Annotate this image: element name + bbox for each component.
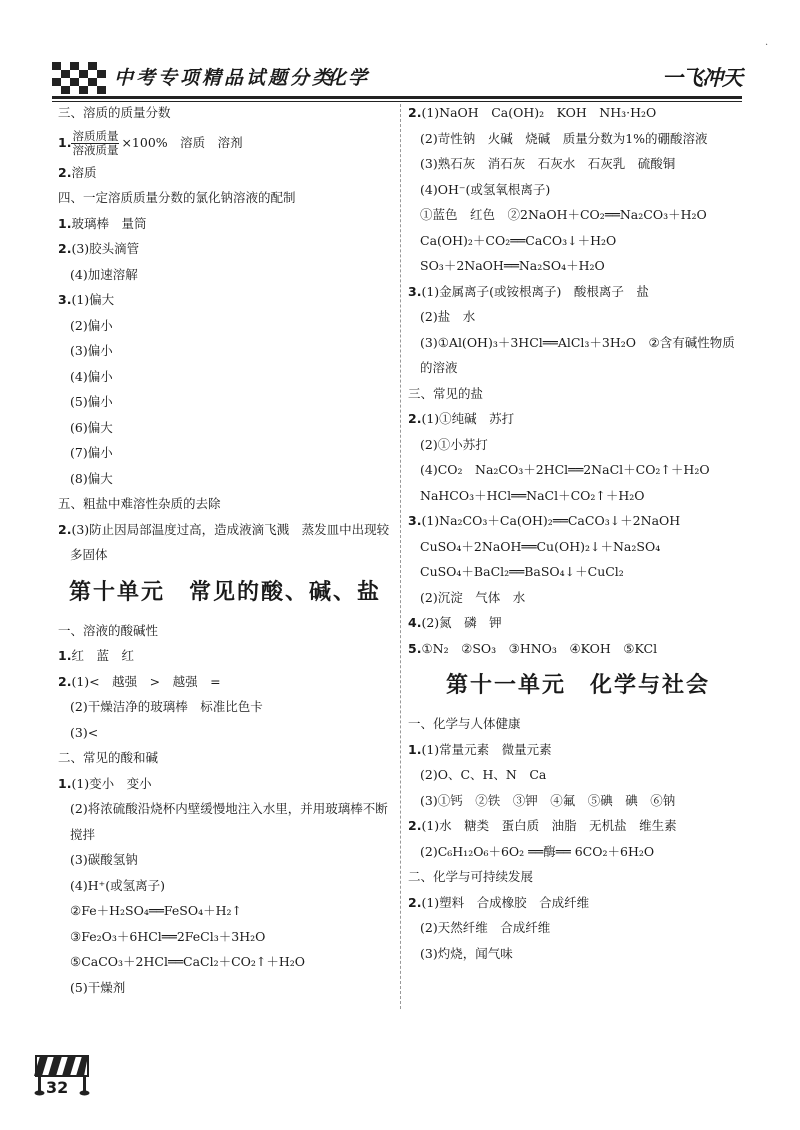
answer-line: (3)<: [70, 724, 99, 740]
fraction-numerator: 溶质质量: [72, 128, 119, 143]
item-number: 2.: [408, 894, 422, 910]
answer-line: (3)①Al(OH)₃＋3HCl══AlCl₃＋3H₂O ②含有碱性物质: [420, 334, 735, 350]
item-number: 3.: [408, 513, 422, 528]
answer-line: CuSO₄＋BaCl₂══BaSO₄↓＋CuCl₂: [420, 564, 624, 579]
answer-item: [408, 610, 748, 636]
section-heading: 二、常见的酸和碱: [58, 750, 159, 765]
answer-line: 多固体: [70, 547, 108, 562]
answer-line: (4)H⁺(或氢离子): [70, 877, 165, 893]
checker-cell: [88, 62, 97, 70]
answer-item: [58, 771, 392, 797]
item-number: 1.: [58, 134, 72, 150]
answer-line: (8)偏大: [70, 470, 113, 486]
answer-item: [58, 126, 392, 160]
checker-cell: [79, 78, 88, 86]
answer-line: (2)①小苏打: [420, 436, 488, 452]
answer-line: ⑤CaCO₃＋2HCl══CaCl₂＋CO₂↑＋H₂O: [70, 954, 306, 969]
checker-cell: [61, 62, 70, 70]
answer-line: 的溶液: [420, 360, 458, 375]
section-heading: 三、常见的盐: [408, 385, 484, 401]
item-text: (2)氮 磷 钾: [421, 615, 502, 630]
answer-item: [58, 669, 392, 695]
checker-cell: [97, 78, 106, 86]
answer-line: (2)将浓硫酸沿烧杯内壁缓慢地注入水里，并用玻璃棒不断: [70, 801, 388, 816]
answer-line: (7)偏小: [70, 445, 113, 460]
checker-cell: [52, 78, 61, 86]
answer-item: [408, 890, 748, 916]
item-text: (1)变小 变小: [71, 775, 152, 791]
checker-cell: [70, 70, 79, 78]
answer-line: (3)熟石灰 消石灰 石灰水 石灰乳 硫酸铜: [420, 156, 676, 171]
right-column: [408, 100, 748, 966]
answer-item: [58, 517, 392, 543]
answer-item: [408, 406, 748, 432]
left-column: [58, 100, 392, 1000]
checker-cell: [88, 70, 97, 78]
item-text: (1)Na₂CO₃＋Ca(OH)₂══CaCO₃↓＋2NaOH: [421, 513, 681, 528]
item-number: 4.: [408, 615, 422, 630]
checker-cell: [61, 86, 70, 94]
answer-line: CuSO₄＋2NaOH══Cu(OH)₂↓＋Na₂SO₄: [420, 538, 661, 554]
answer-item: [58, 236, 392, 262]
item-number: 2.: [408, 105, 422, 120]
answer-line: (2)偏小: [70, 317, 113, 333]
checker-cell: [79, 70, 88, 78]
item-text: (1)NaOH Ca(OH)₂ KOH NH₃·H₂O: [421, 105, 657, 120]
answer-item: [58, 287, 392, 313]
item-number: 1.: [58, 215, 72, 231]
item-number: 2.: [58, 673, 72, 689]
checker-cell: [61, 78, 70, 86]
answer-item: [408, 508, 748, 534]
item-text: (1)金属离子(或铵根离子) 酸根离子 盐: [421, 283, 649, 299]
item-text: 溶质: [71, 164, 97, 180]
header-title: 中考专项精品试题分类: [114, 67, 335, 89]
answer-line: (2)干燥洁净的玻璃棒 标准比色卡: [70, 699, 263, 714]
header-subject: 化学: [327, 67, 370, 89]
checker-cell: [97, 62, 106, 70]
item-text: 红 蓝 红: [71, 648, 134, 663]
unit-title: 第十一单元 化学与社会: [445, 673, 710, 698]
section-heading: 一、溶液的酸碱性: [58, 622, 159, 638]
fraction: [71, 130, 119, 157]
answer-line: (5)干燥剂: [70, 979, 126, 995]
answer-line: (4)OH⁻(或氢氧根离子): [420, 181, 551, 197]
answer-line: (4)偏小: [70, 368, 113, 384]
checker-cell: [52, 62, 61, 70]
answer-line: SO₃＋2NaOH══Na₂SO₄＋H₂O: [420, 258, 605, 273]
checker-cell: [70, 78, 79, 86]
item-text: (1)塑料 合成橡胶 合成纤维: [421, 894, 590, 910]
answer-line: 搅拌: [70, 826, 96, 842]
answer-line: (4)CO₂ Na₂CO₃＋2HCl══2NaCl＋CO₂↑＋H₂O: [420, 462, 710, 477]
answer-line: (2)天然纤维 合成纤维: [420, 920, 551, 935]
item-number: 1.: [58, 775, 72, 791]
item-text: (1)水 糖类 蛋白质 油脂 无机盐 维生素: [421, 818, 677, 833]
answer-item: [58, 643, 392, 669]
item-text: (1)常量元素 微量元素: [421, 741, 552, 757]
answer-item: [58, 160, 392, 186]
item-number: 5.: [408, 640, 422, 656]
item-text: (1)偏大: [71, 292, 115, 307]
answer-line: (2)苛性钠 火碱 烧碱 质量分数为1%的硼酸溶液: [420, 130, 708, 146]
answer-line: Ca(OH)₂＋CO₂══CaCO₃↓＋H₂O: [420, 232, 617, 248]
section-heading: 五、粗盐中难溶性杂质的去除: [58, 496, 221, 511]
answer-item: [408, 813, 748, 839]
checker-cell: [52, 86, 61, 94]
item-text: (3)防止因局部温度过高，造成液滴飞溅 蒸发皿中出现较: [71, 521, 390, 537]
answer-line: ①蓝色 红色 ②2NaOH＋CO₂══Na₂CO₃＋H₂O: [420, 207, 707, 222]
answer-line: (2)C₆H₁₂O₆＋6O₂ ══酶══ 6CO₂＋6H₂O: [420, 843, 655, 859]
answer-line: (2)盐 水: [420, 309, 476, 324]
item-number: 3.: [58, 292, 72, 307]
checker-cell: [97, 70, 106, 78]
answer-line: ②Fe＋H₂SO₄══FeSO₄＋H₂↑: [70, 903, 242, 918]
section-heading: 二、化学与可持续发展: [408, 869, 534, 884]
checker-cell: [70, 86, 79, 94]
checker-cell: [88, 78, 97, 86]
answer-line: (3)①钙 ②铁 ③钾 ④氟 ⑤碘 碘 ⑥钠: [420, 792, 676, 808]
item-text: ①N₂ ②SO₃ ③HNO₃ ④KOH ⑤KCl: [421, 640, 658, 656]
checker-cell: [61, 70, 70, 78]
item-text: (3)胶头滴管: [71, 241, 140, 256]
item-text: 玻璃棒 量筒: [71, 215, 147, 231]
answer-line: (5)偏小: [70, 394, 113, 409]
answer-line: (3)碳酸氢钠: [70, 852, 138, 867]
answer-line: (4)加速溶解: [70, 266, 138, 282]
checker-cell: [52, 70, 61, 78]
section-heading: 三、溶质的质量分数: [58, 105, 171, 120]
answer-line: (2)O、C、H、N Ca: [420, 767, 547, 782]
section-heading: 一、化学与人体健康: [408, 716, 521, 731]
item-number: 2.: [58, 164, 72, 180]
column-divider: [400, 104, 401, 1009]
answer-line: (3)灼烧，闻气味: [420, 945, 513, 961]
item-text: (1)< 越强 > 越强 =: [71, 673, 221, 689]
answer-line: ③Fe₂O₃＋6HCl══2FeCl₃＋3H₂O: [70, 928, 266, 944]
answer-line: (6)偏大: [70, 419, 113, 435]
answer-line: (3)偏小: [70, 343, 113, 358]
item-number: 2.: [58, 521, 72, 537]
checker-cell: [79, 62, 88, 70]
checker-cell: [97, 86, 106, 94]
answer-item: [408, 737, 748, 763]
checker-logo-icon: [52, 62, 106, 94]
section-heading: 四、一定溶质质量分数的氯化钠溶液的配制: [58, 190, 296, 205]
item-number: 2.: [58, 241, 72, 256]
checker-cell: [70, 62, 79, 70]
answer-item: [408, 100, 748, 126]
item-number: 1.: [408, 741, 422, 757]
page-header: [52, 58, 742, 98]
unit-title: 第十单元 常见的酸、碱、盐: [68, 579, 381, 605]
item-number: 2.: [408, 818, 422, 833]
brand-logo: 一飞冲天: [662, 66, 742, 90]
corner-mark-icon: ·: [765, 40, 769, 51]
answer-line: NaHCO₃＋HCl══NaCl＋CO₂↑＋H₂O: [420, 487, 645, 503]
answer-item: [408, 636, 748, 662]
item-number: 3.: [408, 283, 422, 299]
item-number: 2.: [408, 411, 422, 426]
checker-cell: [88, 86, 97, 94]
header-rule: [52, 96, 742, 99]
fraction-denominator: 溶液质量: [72, 142, 119, 157]
answer-item: [408, 279, 748, 305]
item-number: 1.: [58, 648, 72, 663]
answer-item: [58, 211, 392, 237]
item-text: ×100% 溶质 溶剂: [121, 134, 243, 150]
page-number: 32: [46, 1078, 69, 1097]
answer-line: (2)沉淀 气体 水: [420, 589, 526, 605]
item-text: (1)①纯碱 苏打: [421, 411, 515, 426]
checker-cell: [79, 86, 88, 94]
